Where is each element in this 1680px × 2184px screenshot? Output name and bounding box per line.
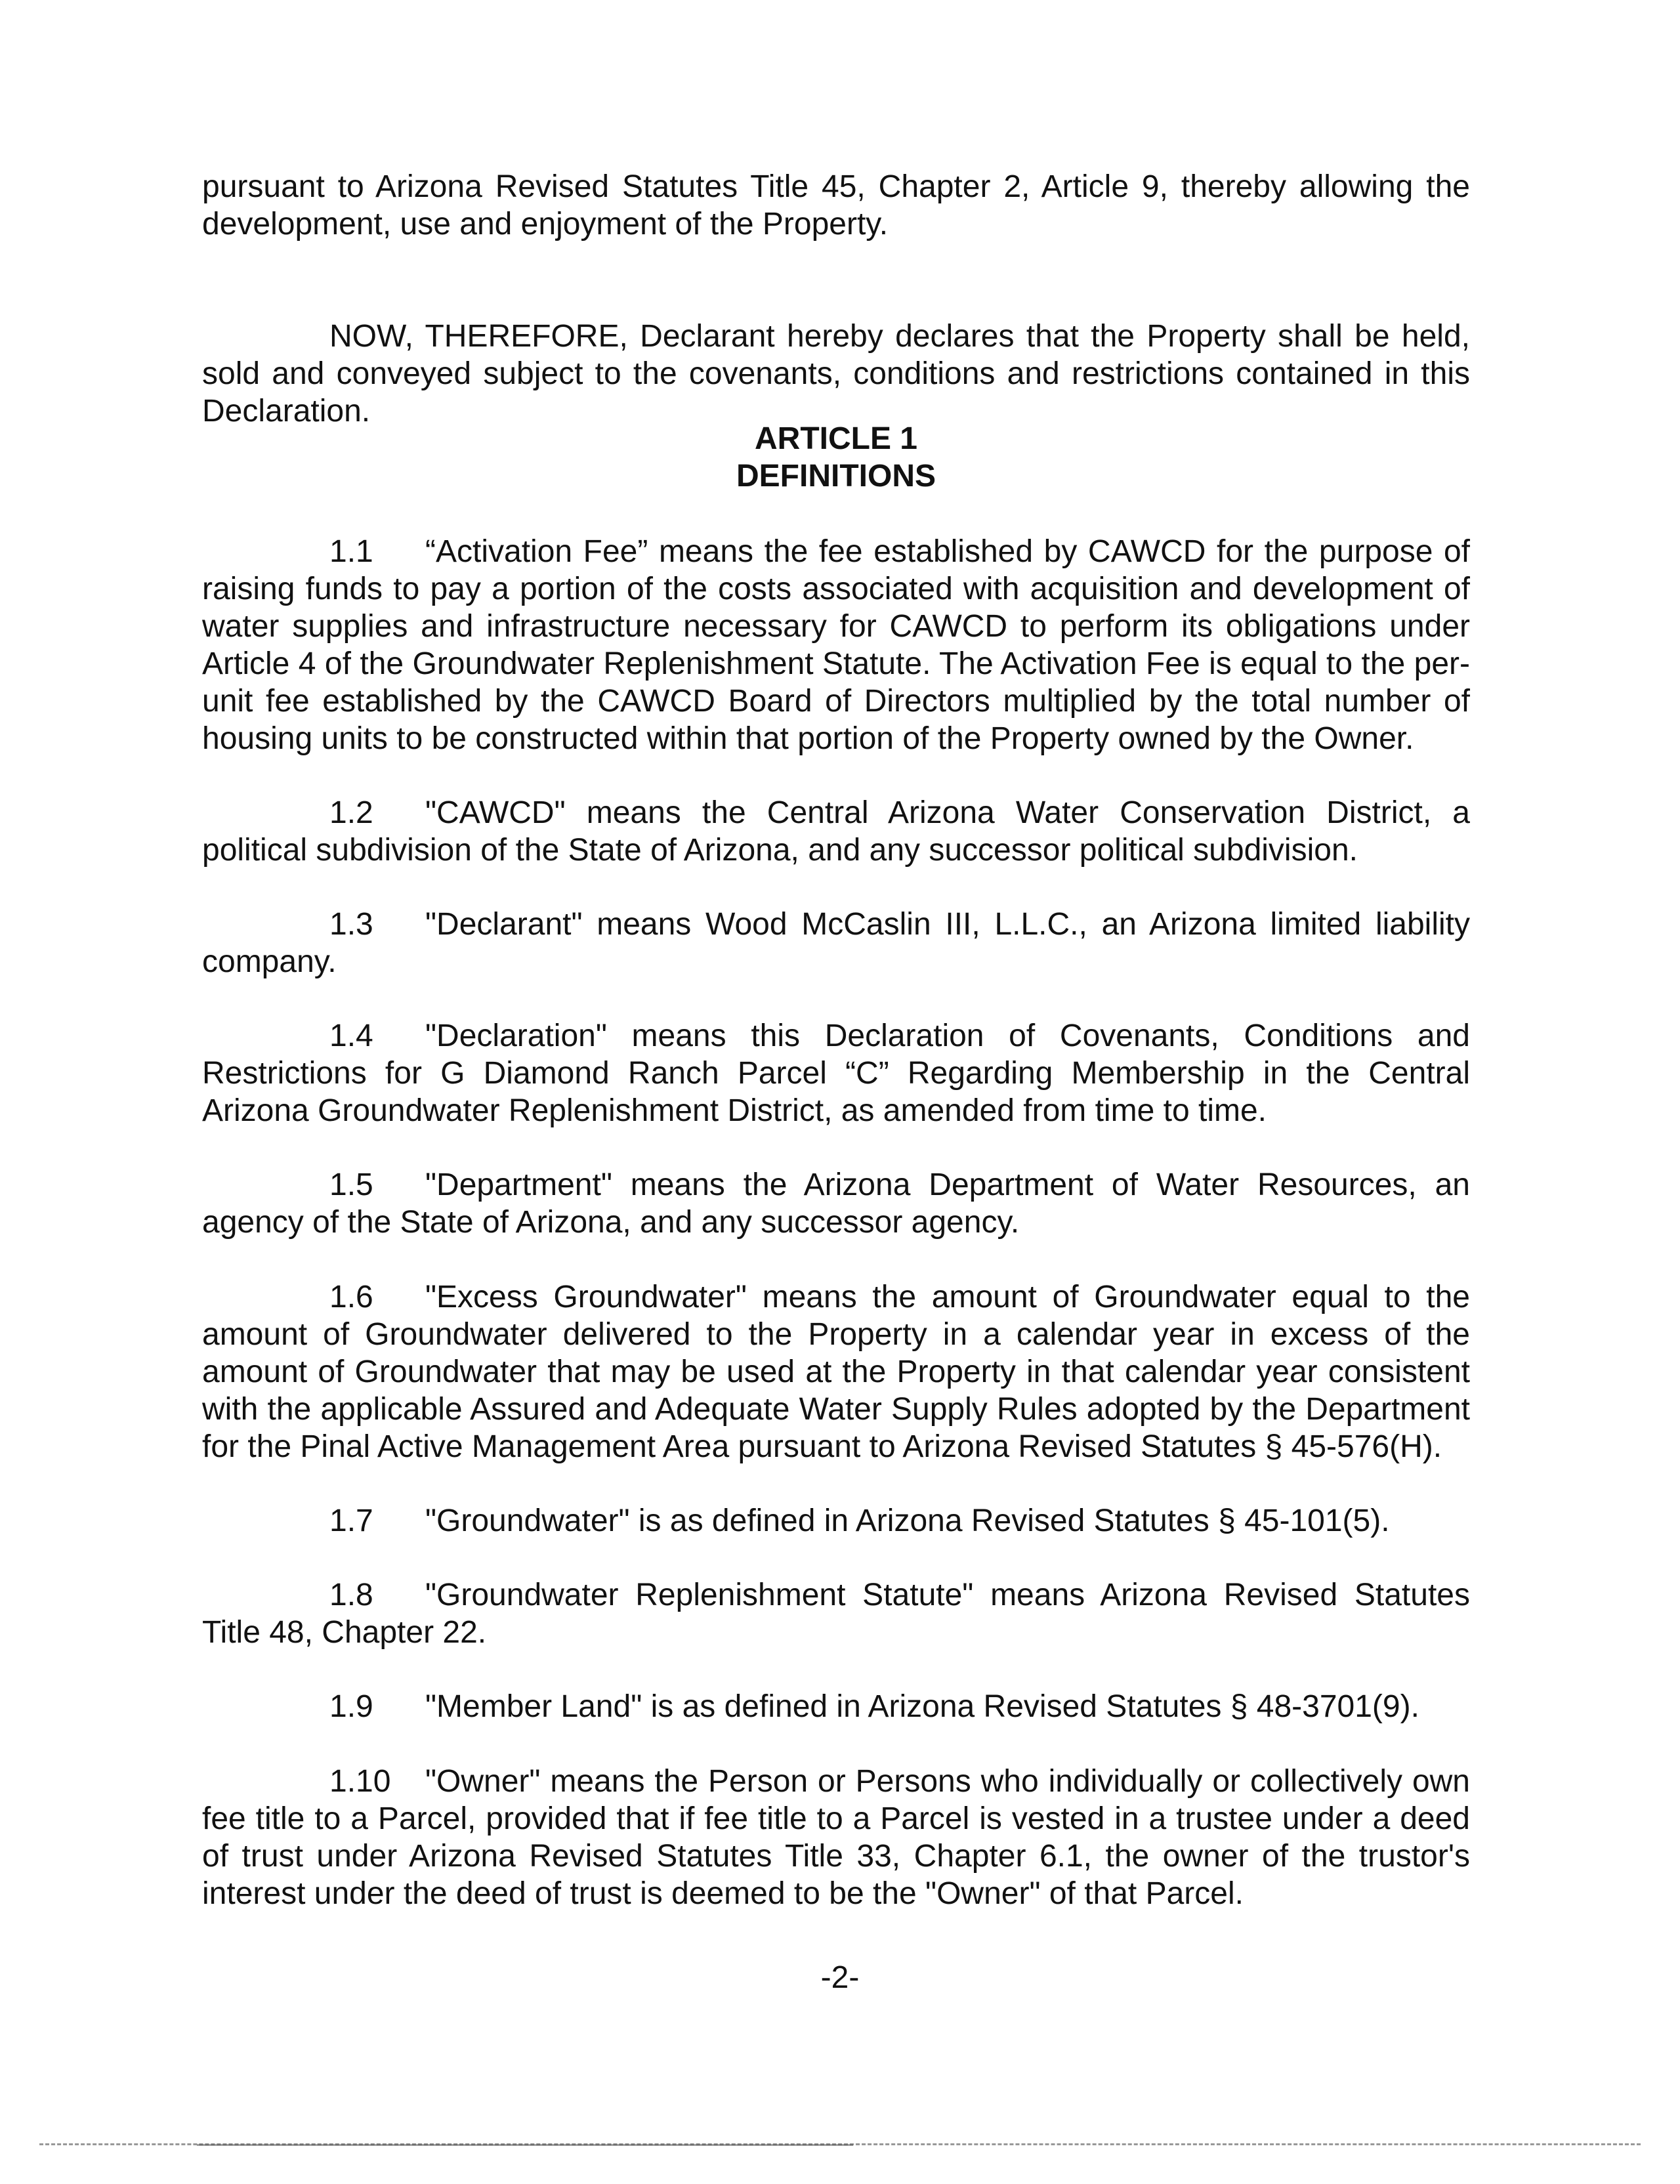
definition-text: "Groundwater" is as defined in Arizona Revised Statutes § 45-101(5). (425, 1503, 1390, 1538)
definition-text: "Declaration" means this Declaration of Covenants, Conditions and Restrictions for G Diamond Ranch Parcel “C” Regarding Membership in the Central Arizona Groundwater Replenishment District, as amended from time to time. (202, 1018, 1470, 1128)
definition-1-8 (202, 1576, 1470, 1651)
definition-text: "Excess Groundwater" means the amount of Groundwater equal to the amount of Groundwater delivered to the Property in a calendar year in excess of the amount of Groundwater that may be used at the Property in that calendar year consistent with the applicable Assured and Adequate Water Supply Rules adopted by the Department for the Pinal Active Management Area pursuant to Arizona Revised Statutes § 45-576(H). (202, 1280, 1470, 1464)
definition-text: "Declarant" means Wood McCaslin III, L.L.C., an Arizona limited liability company. (202, 907, 1470, 979)
definition-1-6 (202, 1278, 1470, 1465)
definition-text: "Owner" means the Person or Persons who individually or collectively own fee title to a Parcel, provided that if fee title to a Parcel is vested in a trustee under a deed of trust under Arizona Revised Statutes Title 33, Chapter 6.1, the owner of the trustor's interest under the deed of trust is deemed to be the "Owner" of that Parcel. (202, 1764, 1470, 1911)
definition-text: "CAWCD" means the Central Arizona Water Conservation District, a political subdivision of the State of Arizona, and any successor political subdivision. (202, 795, 1470, 868)
intro-paragraph-2-text: NOW, THEREFORE, Declarant hereby declares that the Property shall be held, sold and conveyed subject to the covenants, conditions and restrictions contained in this Declaration. (202, 319, 1470, 429)
definition-text: “Activation Fee” means the fee established by CAWCD for the purpose of raising funds to pay a portion of the costs associated with acquisition and development of water supplies and infrastructure necessary for CAWCD to perform its obligations under Article 4 of the Groundwater Replenishment Statute. The Activation Fee is equal to the per-unit fee established by the CAWCD Board of Directors multiplied by the total number of housing units to be constructed within that portion of the Property owned by the Owner. (202, 534, 1470, 756)
definition-1-4 (202, 1017, 1470, 1129)
definition-1-7 (202, 1502, 1470, 1540)
definition-text: "Member Land" is as defined in Arizona Revised Statutes § 48-3701(9). (425, 1689, 1419, 1724)
definition-text: "Department" means the Arizona Department of Water Resources, an agency of the State of Arizona, and any successor agency. (202, 1167, 1470, 1240)
definition-number: 1.2 (329, 795, 373, 830)
definition-number: 1.4 (329, 1018, 373, 1053)
article-subtitle: DEFINITIONS (736, 459, 936, 494)
definition-number: 1.5 (329, 1167, 373, 1202)
definition-number: 1.3 (329, 907, 373, 942)
article-title: ARTICLE 1 (754, 421, 917, 456)
definition-number: 1.9 (329, 1689, 373, 1724)
definition-text: "Groundwater Replenishment Statute" means Arizona Revised Statutes Title 48, Chapter 22. (202, 1578, 1470, 1650)
definition-number: 1.1 (329, 534, 373, 569)
definition-1-1 (202, 533, 1470, 757)
scan-edge-line (197, 2144, 853, 2146)
definition-1-10 (202, 1763, 1470, 1912)
page-number: -2- (820, 1960, 860, 1995)
definition-1-2 (202, 794, 1470, 869)
intro-paragraph-2 (202, 318, 1470, 430)
definition-1-5 (202, 1166, 1470, 1241)
intro-paragraph-1: pursuant to Arizona Revised Statutes Title 45, Chapter 2, Article 9, thereby allowing the development, use and enjoyment of the Property. (202, 169, 1470, 242)
definition-number: 1.7 (329, 1503, 373, 1538)
definition-number: 1.10 (329, 1764, 391, 1799)
definition-number: 1.6 (329, 1280, 373, 1314)
definition-1-9 (202, 1688, 1470, 1725)
definition-number: 1.8 (329, 1578, 373, 1612)
definition-1-3 (202, 906, 1470, 980)
